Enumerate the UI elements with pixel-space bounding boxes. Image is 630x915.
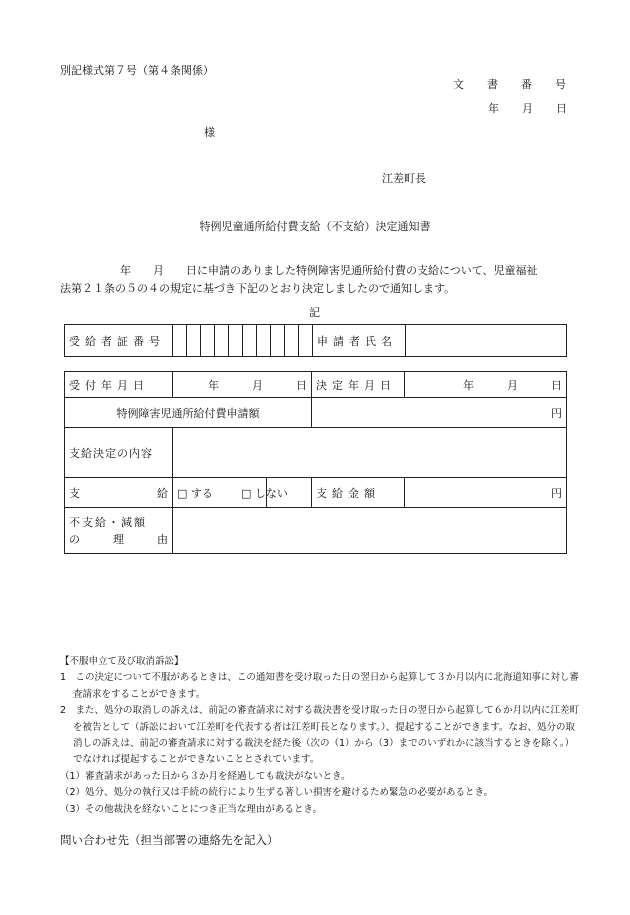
doc-number-char: 番 (521, 78, 532, 91)
body-line-2: 法第２１条の５の４の規定に基づき下記のとおり決定しましたので通知します。 (60, 282, 456, 295)
body-text (60, 262, 580, 298)
decision-date-field[interactable]: 年 月 日 (405, 372, 567, 398)
decision-date-label: 決定年月日 (312, 372, 405, 398)
reason-label-char: の (69, 532, 80, 546)
decision-table (64, 371, 567, 554)
addressee: 様 (204, 126, 215, 139)
notes-sub-2: （2）処分、処分の執行又は手続の続行により生ずる著しい損害を避けるため緊急の必要があるとき。 (60, 787, 494, 799)
document-number-label (453, 76, 566, 92)
received-date-field[interactable]: 年 月 日 (173, 372, 312, 398)
reason-field[interactable] (173, 508, 567, 554)
reason-label-char: 由 (157, 532, 168, 546)
date-month: 月 (522, 102, 533, 115)
applied-amount-label: 特例障害児通所給付費申請額 (65, 398, 312, 428)
recipient-number-digit[interactable] (187, 325, 201, 357)
notes-sub-3: （3）その他裁決を経ないことにつき正当な理由があるとき。 (60, 803, 322, 815)
reason-label (65, 508, 173, 554)
reason-label-line-1: 不支給・減額 (69, 515, 147, 529)
recipient-number-digit[interactable] (271, 325, 285, 357)
applied-amount-field[interactable]: 円 (312, 398, 567, 428)
payment-amount-field[interactable]: 円 (405, 478, 567, 508)
notes-heading: 【不服申立て及び取消訴訟】 (60, 656, 184, 667)
contact-info: 問い合わせ先（担当部署の連絡先を記入） (60, 833, 279, 847)
reason-label-char: 理 (113, 532, 124, 546)
recipient-number-digit[interactable] (229, 325, 243, 357)
notes-sub-1: （1）審査請求があった日から３か月を経過しても裁決がないとき。 (60, 770, 351, 782)
date-year: 年 (488, 102, 499, 115)
notes-item-1: 1 この決定について不服があるときは、この通知書を受け取った日の翌日から起算して３か月以内に北海道知事に対し審査請求をすることができます。 (60, 672, 579, 700)
payment-label-char: 給 (157, 486, 168, 500)
recipient-number-digit[interactable] (243, 325, 257, 357)
recipient-number-digit[interactable] (201, 325, 215, 357)
decision-content-label: 支給決定の内容 (65, 428, 173, 478)
recipient-number-digit[interactable] (173, 325, 187, 357)
payment-option-yes[interactable]: □ する (173, 478, 267, 508)
payment-option-no[interactable] (241, 478, 312, 508)
document-title: 特例児童通所給付費支給（不支給）決定通知書 (199, 220, 431, 233)
applicant-name-field[interactable] (406, 325, 567, 357)
ki-mark: 記 (309, 306, 320, 319)
payment-amount-label: 支給金額 (312, 478, 405, 508)
issuer: 江差町長 (382, 172, 426, 185)
notes-item-2: 2 また、処分の取消しの訴えは、前記の審査請求に対する裁決書を受け取った日の翌日から起算して６か月以内に江差町を被告として（訴訟において江差町を代表する者は江差町長となります。）、提起することができます。なお、処分の取消しの訴えは、前記の審査請求に対する裁決を経た後（次の（1）から（3）までのいずれかに該当するときを除く。）でなければ提起することができないこととされています。 (60, 705, 580, 766)
doc-number-char: 号 (555, 78, 566, 91)
recipient-number-digit[interactable] (285, 325, 299, 357)
recipient-number-digit[interactable] (215, 325, 229, 357)
form-number: 別記様式第７号（第４条関係） (60, 64, 214, 77)
recipient-table (64, 324, 567, 357)
payment-label-char: 支 (69, 486, 80, 500)
payment-option-no-label: □ しない (241, 486, 288, 500)
document-date-label (488, 100, 567, 116)
date-day: 日 (556, 102, 567, 115)
reason-label-line-2 (69, 531, 168, 548)
received-date-label: 受付年月日 (65, 372, 173, 398)
recipient-number-digit[interactable] (257, 325, 271, 357)
body-line-1: 年 月 日に申請のありました特例障害児通所給付費の支給について、児童福祉 (120, 264, 538, 277)
applicant-name-label: 申請者氏名 (313, 325, 406, 357)
decision-content-field[interactable] (173, 428, 567, 478)
doc-number-char: 文 (453, 78, 464, 91)
recipient-number-label: 受給者証番号 (65, 325, 173, 357)
doc-number-char: 書 (487, 78, 498, 91)
payment-label (65, 478, 173, 508)
recipient-number-digit[interactable] (299, 325, 313, 357)
appeal-notes (60, 654, 580, 818)
